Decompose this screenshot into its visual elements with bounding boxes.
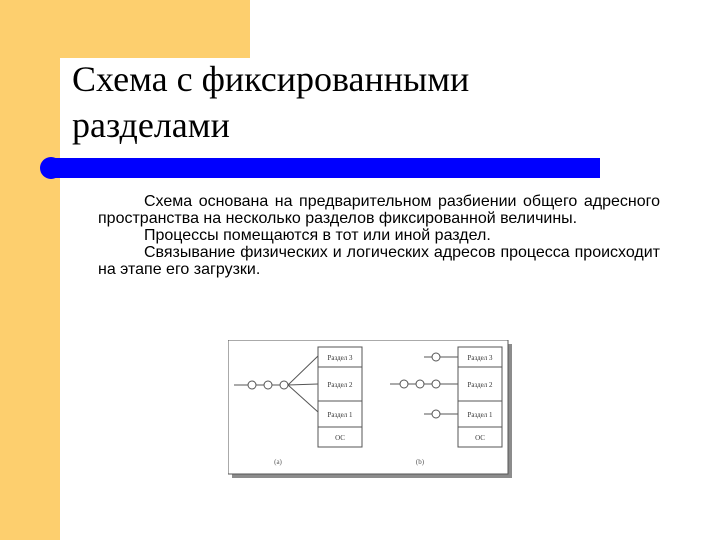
process-node (400, 380, 408, 388)
process-node (416, 380, 424, 388)
partition-3-label: Раздел 3 (467, 354, 493, 362)
body-text (98, 193, 660, 278)
slide-title (72, 56, 672, 148)
partition-3-label: Раздел 3 (327, 354, 353, 362)
partition-1-label: Раздел 1 (467, 411, 493, 419)
process-node (280, 381, 288, 389)
process-node (432, 410, 440, 418)
process-node (432, 380, 440, 388)
title-line-1: Схема с фиксированными (72, 59, 470, 99)
caption-b: (b) (415, 458, 425, 466)
caption-a: (а) (274, 458, 282, 466)
os-label: ОС (475, 434, 485, 442)
memory-stack-a (318, 347, 362, 447)
memory-stack-b (458, 347, 502, 447)
accent-bar (50, 158, 600, 178)
paragraph-1: Схема основана на предварительном разбиении общего адресного пространства на несколько разделов фиксированной величины. (98, 193, 660, 227)
paragraph-3: Связывание физических и логических адресов процесса происходит на этапе его загрузки. (98, 244, 660, 278)
process-node (432, 353, 440, 361)
process-node (264, 381, 272, 389)
partition-1-label: Раздел 1 (327, 411, 353, 419)
accent-dot (40, 157, 62, 179)
partition-2-label: Раздел 2 (327, 381, 353, 389)
partition-diagram (228, 340, 512, 478)
process-node (248, 381, 256, 389)
title-line-2: разделами (72, 105, 230, 145)
paragraph-2: Процессы помещаются в тот или иной раздел. (144, 227, 491, 244)
os-label: ОС (335, 434, 345, 442)
partition-2-label: Раздел 2 (467, 381, 493, 389)
